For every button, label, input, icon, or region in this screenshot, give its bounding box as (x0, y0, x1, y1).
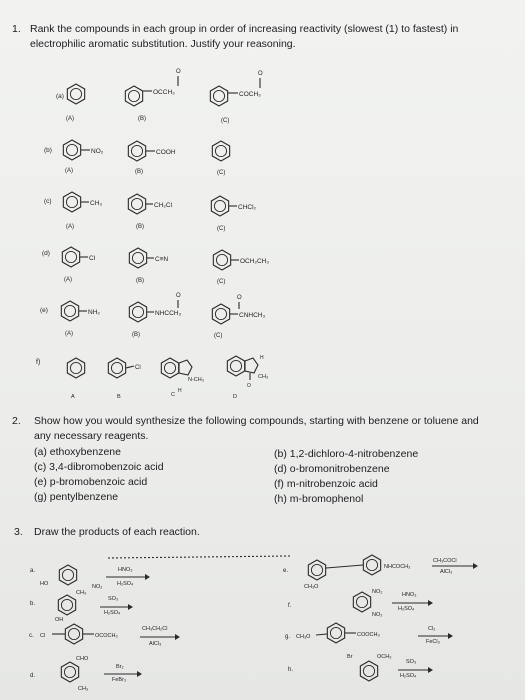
q1e-id-a: (A) (65, 331, 73, 337)
bond-line (108, 556, 290, 558)
q3b-label: b. (30, 601, 36, 607)
q3f-group-1: NO₂ (372, 589, 383, 595)
q1e-id-b: (B) (132, 332, 140, 338)
q1c-id-a: (A) (66, 224, 74, 230)
benzene-ring (63, 192, 80, 212)
structure-atom-label: O (247, 383, 251, 389)
benzene-ring (129, 248, 146, 268)
benzene-ring (360, 661, 377, 681)
q1d-id-b: (B) (136, 278, 144, 284)
q2-prompt-line1: Show how you would synthesize the following compounds, starting with benzene or toluene and (34, 415, 479, 427)
q3d-group-2: CH₃ (78, 686, 89, 692)
structure-atom-label: H (260, 355, 264, 361)
benzene-ring (58, 595, 75, 615)
structure-atom-label: H (178, 388, 182, 394)
q3d-group-1: CHO (76, 656, 89, 662)
benzene-ring (327, 623, 344, 643)
q3c-group-2: OCOCH₃ (95, 633, 118, 639)
q3d-reagent-1: Br₂ (116, 664, 124, 670)
q3a-group-1: HO (40, 581, 49, 587)
q1f-id-d: D (233, 394, 237, 400)
q2-item-e: (e) p-bromobenzoic acid (34, 476, 148, 488)
q1d-label: (d) (42, 250, 50, 257)
benzene-ring (211, 196, 228, 216)
q1d-id-c: (C) (217, 279, 226, 285)
bond-line (428, 600, 433, 606)
q3b-group-1: CH₃ (76, 590, 87, 596)
benzene-ring (61, 662, 78, 682)
q1d-sub-c: OCH₂CH₃ (240, 258, 270, 265)
benzene-ring (212, 304, 229, 324)
benzene-ring (59, 565, 76, 585)
q1f-sub-c: N-CH₃ (188, 377, 204, 383)
q2-item-a: (a) ethoxybenzene (34, 446, 121, 458)
benzene-ring (65, 624, 82, 644)
q3e-group-1: CH₃O (304, 584, 319, 590)
q2-item-d: (d) o-bromonitrobenzene (274, 463, 390, 475)
q3g-label: g. (285, 634, 291, 640)
q3h-reagent-2: H₂SO₄ (400, 673, 417, 679)
benzene-ring (128, 141, 145, 161)
q1c-sub-b: CH₂Cl (154, 202, 173, 209)
bond-line (128, 604, 133, 610)
q3-number: 3. (14, 526, 23, 538)
bond-line (145, 574, 150, 580)
q3h-group-2: OCH₃ (377, 654, 392, 660)
benzene-ring (62, 247, 79, 267)
benzene-ring (108, 358, 125, 378)
q1e-sub-c: CNHCH₃ (239, 312, 266, 319)
q3-title: Draw the products of each reaction. (34, 526, 200, 538)
q1a-label: (a) (56, 93, 64, 100)
q3h-reagent-1: SO₃ (406, 659, 417, 665)
q1b-label: (b) (44, 147, 52, 154)
q2-item-h: (h) m-bromophenol (274, 493, 364, 505)
bond-line (175, 634, 180, 640)
benzene-ring (212, 141, 229, 161)
benzene-ring (67, 358, 84, 378)
benzene-ring (353, 592, 370, 612)
benzene-ring (213, 250, 230, 270)
q1f-id-a: A (71, 394, 75, 400)
q3h-group-1: Br (347, 654, 353, 660)
q1b-id-a: (A) (65, 168, 73, 174)
q2-number: 2. (12, 415, 21, 427)
q3e-reagent-2: AlCl₃ (440, 569, 453, 575)
q2-item-f: (f) m-nitrobenzoic acid (274, 478, 378, 490)
q3f-reagent-1: HNO₃ (402, 592, 417, 598)
q2-prompt-line2: any necessary reagents. (34, 430, 149, 442)
q3h-label: h. (288, 667, 294, 673)
q1c-id-c: (C) (217, 226, 226, 232)
q1f-label: f) (36, 359, 41, 366)
benzene-ring (125, 86, 142, 106)
q2-item-g: (g) pentylbenzene (34, 491, 119, 503)
q3f-reagent-2: H₂SO₄ (398, 606, 415, 612)
benzene-ring (67, 84, 84, 104)
q3e-label: e. (283, 568, 289, 574)
q1-number: 1. (12, 23, 21, 35)
bond-line (428, 667, 433, 673)
q1a-sub-c: COCH₃ (239, 91, 261, 98)
q3b-reagent-1: SO₃ (108, 596, 119, 602)
q3d-reagent-2: FeBr₃ (112, 677, 127, 683)
benzene-ring (210, 86, 227, 106)
q1f-id-c: C (171, 392, 175, 398)
q3d-label: d. (30, 673, 36, 679)
structure-atom-label: O (176, 293, 181, 299)
structure-atom-label: O (258, 71, 263, 77)
q1a-id-b: (B) (138, 116, 146, 122)
q1b-id-c: (C) (217, 170, 226, 176)
q3e-group-2: NHCOCH₃ (384, 564, 411, 570)
bond-line (137, 671, 142, 677)
q1-prompt-line2: electrophilic aromatic substitution. Justify your reasoning. (30, 38, 296, 50)
q3g-group-1: CH₃O (296, 634, 311, 640)
benzene-ring (227, 356, 244, 376)
structure-atom-label: O (176, 69, 181, 75)
q1-prompt-line1: Rank the compounds in each group in order of increasing reactivity (slowest (1) to fastest) in (30, 23, 459, 35)
bond-line (179, 360, 192, 375)
q1c-sub-a: CH₃ (90, 200, 103, 207)
q3e-reagent-1: CH₃COCl (433, 558, 457, 564)
q1f-sub-d: CH₃ (258, 374, 269, 380)
q3g-reagent-2: FeCl₃ (426, 639, 440, 645)
q3c-group-1: Cl (40, 633, 46, 639)
q3a-label: a. (30, 568, 36, 574)
q1d-sub-a: Cl (89, 255, 96, 262)
q3g-reagent-1: Cl₂ (428, 626, 436, 632)
q3b-group-2: OH (55, 617, 64, 623)
bond-line (473, 563, 478, 569)
q3f-label: f. (288, 603, 292, 609)
bond-line (245, 358, 258, 373)
benzene-ring (63, 140, 80, 160)
q1a-id-a: (A) (66, 116, 74, 122)
q3f-group-2: NO₂ (372, 612, 383, 618)
bond-line (316, 634, 327, 635)
benzene-ring (308, 560, 325, 580)
bond-line (126, 366, 134, 368)
benzene-ring (129, 302, 146, 322)
q1d-id-a: (A) (64, 277, 72, 283)
benzene-ring (128, 194, 145, 214)
q1e-label: (e) (40, 307, 48, 314)
q3a-reagent-2: H₂SO₄ (117, 581, 134, 587)
structure-atom-label: O (237, 295, 242, 301)
q1d-sub-b: C≡N (155, 256, 169, 263)
q3c-label: c. (29, 633, 34, 639)
q1e-id-c: (C) (214, 333, 223, 339)
q1c-label: (c) (44, 198, 52, 205)
q1f-sub-b: Cl (135, 365, 141, 371)
benzene-ring (161, 358, 178, 378)
q3c-reagent-2: AlCl₃ (149, 641, 162, 647)
q1b-sub-a: NO₂ (91, 148, 104, 155)
q1b-id-b: (B) (135, 169, 143, 175)
q1e-sub-b: NHCCH₃ (155, 310, 182, 317)
bond-line (326, 565, 363, 568)
q1a-id-c: (C) (221, 118, 230, 124)
q2-item-c: (c) 3,4-dibromobenzoic acid (34, 461, 164, 473)
benzene-ring (363, 555, 380, 575)
q1c-id-b: (B) (136, 224, 144, 230)
q3a-group-2: NO₂ (92, 584, 103, 590)
bond-line (448, 633, 453, 639)
q3b-reagent-2: H₂SO₄ (104, 610, 121, 616)
q1b-sub-b: COOH (156, 149, 176, 156)
q1f-id-b: B (117, 394, 121, 400)
q1a-sub-b: OCCH₃ (153, 89, 175, 96)
q3g-group-2: COOCH₃ (357, 632, 380, 638)
q3a-reagent-1: HNO₃ (118, 567, 133, 573)
q3c-reagent-1: CH₃CH₂Cl (142, 626, 168, 632)
q2-item-b: (b) 1,2-dichloro-4-nitrobenzene (274, 448, 419, 460)
benzene-ring (61, 301, 78, 321)
q1c-sub-c: CHCl₂ (238, 204, 257, 211)
q1e-sub-a: NH₂ (88, 309, 100, 316)
